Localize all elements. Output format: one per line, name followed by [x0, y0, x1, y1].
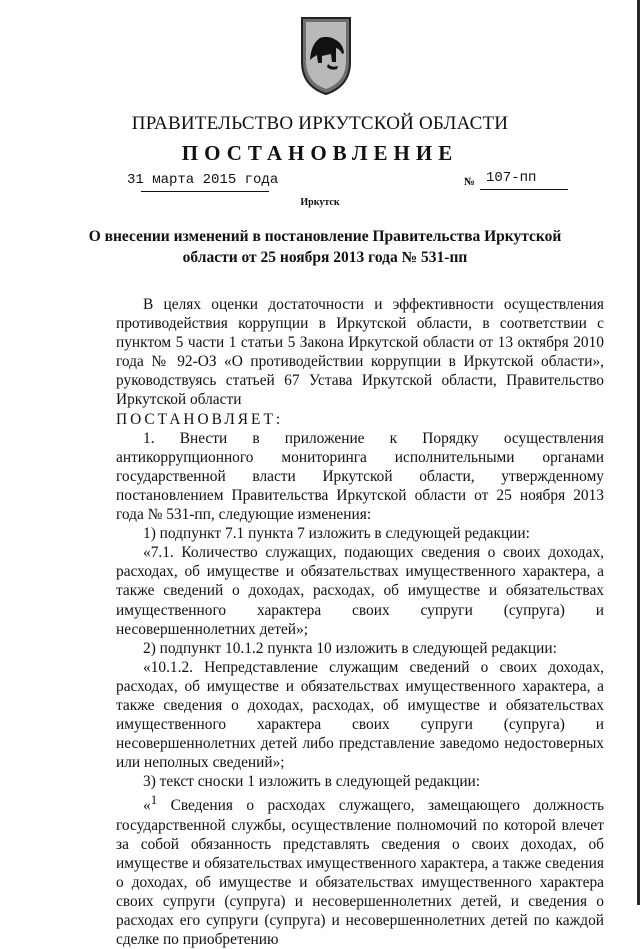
document-date: 31 марта 2015 года	[127, 172, 279, 188]
quote-2-paragraph: «10.1.2. Непредставление служащим сведений о своих доходах, расходах, об имуществе и обязательствах имущественного характера, а также сведения о доходах, расходах, об имуществе и обязательствах имущественного характера своих супруги (супруга) и несовершеннолетних детей либо представление заведомо недостоверных или неполных сведений»;	[116, 658, 604, 772]
quote-3-text: Сведения о расходах служащего, замещающего должность государственной службы, осуществление полномочий по которой влечет за собой обязанность представлять сведения о своих доходах, об имуществе и обязательствах имущественного характера, а также сведения о доходах, об имуществе и обязательствах имущественного характера своих супруги (супруга) и несовершеннолетних детей, и сведения о расходах его супруги (супруга) и несовершеннолетних детей по каждой сделке по приобретению	[116, 797, 604, 949]
number-sign: №	[464, 176, 476, 188]
number-underline	[480, 189, 568, 190]
document-type: ПОСТАНОВЛЕНИЕ	[181, 141, 459, 165]
document-number: 107-пп	[486, 170, 537, 186]
document-body	[116, 295, 604, 949]
date-underline	[141, 191, 269, 192]
city-name: Иркутск	[300, 197, 340, 208]
resolves-heading: ПОСТАНОВЛЯЕТ:	[116, 410, 284, 428]
title-line-2: области от 25 ноября 2013 года № 531-пп	[182, 249, 468, 266]
organization-name: ПРАВИТЕЛЬСТВО ИРКУТСКОЙ ОБЛАСТИ	[131, 113, 509, 134]
footnote-marker: 1	[150, 793, 158, 808]
preamble-paragraph: В целях оценки достаточности и эффективности осуществления противодействия коррупции в Иркутской области, в соответствии с пунктом 5 части 1 статьи 5 Закона Иркутской области от 13 октября 2010 года № 92-ОЗ «О противодействии коррупции в Иркутской области», руководствуясь статьей 67 Устава Иркутской области, Правительство Иркутской области	[116, 296, 604, 409]
title-line-1: О внесении изменений в постановление Правительства Иркутской	[88, 228, 562, 245]
subitem-1-paragraph: 1) подпункт 7.1 пункта 7 изложить в следующей редакции:	[143, 525, 530, 543]
subitem-2-paragraph: 2) подпункт 10.1.2 пункта 10 изложить в следующей редакции:	[143, 639, 557, 657]
quote-1-paragraph: «7.1. Количество служащих, подающих сведения о своих доходах, расходах, об имуществе и обязательствах имущественного характера, а также сведений о доходах, расходах, об имуществе и обязательствах имущественного характера своих супруги (супруга) и несовершеннолетних детей»;	[116, 544, 604, 638]
quote-3-paragraph	[116, 791, 604, 949]
document-title	[60, 226, 590, 268]
quote-3-open: «	[143, 797, 151, 815]
item-1-paragraph: 1. Внести в приложение к Порядку осуществления антикоррупционного мониторинга исполнительными органами государственной власти Иркутской области, утвержденному постановлением Правительства Иркутской области от 25 ноября 2013 года № 531-пп, следующие изменения:	[116, 429, 604, 524]
subitem-3-paragraph: 3) текст сноски 1 изложить в следующей редакции:	[143, 773, 481, 791]
coat-of-arms-icon	[298, 14, 354, 98]
